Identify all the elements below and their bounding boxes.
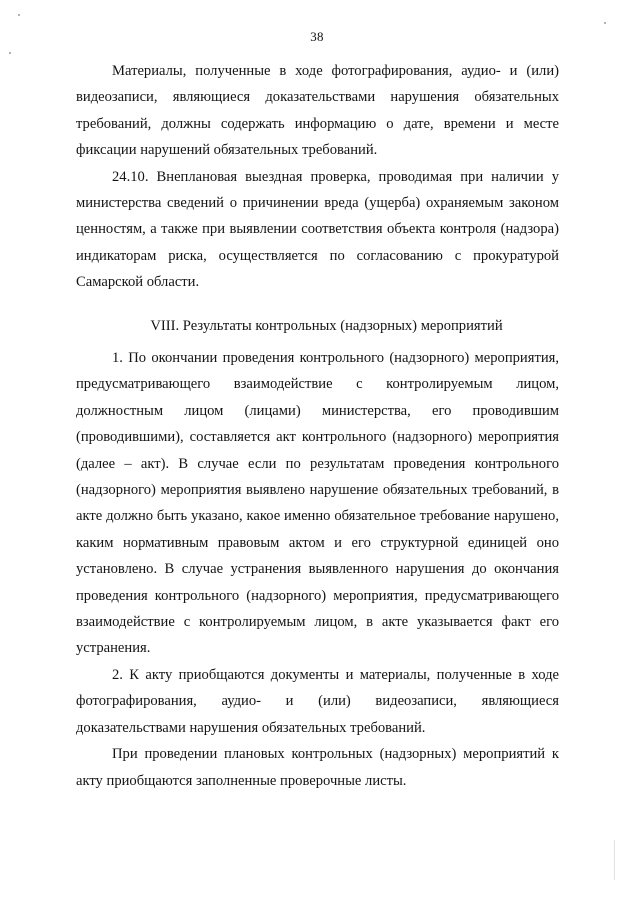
text-block-top: [76, 58, 559, 296]
text-block-bottom: [76, 345, 559, 794]
scan-speck: [9, 52, 11, 54]
paragraph-24-10: 24.10. Внеплановая выездная проверка, проводимая при наличии у министерства сведений о причинении вреда (ущерба) охраняемым законом ценностям, а также при выявлении соответствия объекта контроля (надзора) индикаторам риска, осуществляется по согласованию с прокуратурой Самарской области.: [76, 168, 559, 291]
scan-speck: [604, 22, 606, 24]
section-title: VIII. Результаты контрольных (надзорных) мероприятий: [150, 318, 503, 334]
paragraph-1: 1. По окончании проведения контрольного (надзорного) мероприятия, предусматривающего взаимодействие с контролируемым лицом, должностным лицом (лицами) министерства, его проводившим (проводившими), составляется акт контрольного (надзорного) мероприятия (далее – акт). В случае если по результатам проведения контрольного (надзорного) мероприятия выявлено нарушение обязательных требований, в акте должно быть указано, какое именно обязательное требование нарушено, каким нормативным правовым актом и его структурной единицей оно установлено. В случае устранения выявленного нарушения до окончания проведения контрольного (надзорного) мероприятия, предусматривающего взаимодействие с контролируемым лицом, в акте указывается факт его устранения.: [76, 350, 559, 657]
paragraph-photo-materials: Материалы, полученные в ходе фотографирования, аудио- и (или) видеозаписи, являющиеся доказательствами нарушения обязательных требований, должны содержать информацию о дате, времени и месте фиксации нарушений обязательных требований.: [76, 63, 559, 159]
scan-speck: [18, 14, 20, 16]
scan-edge-mark: [614, 840, 615, 880]
paragraph-2: 2. К акту приобщаются документы и материалы, полученные в ходе фотографирования, аудио- и (или) видеозаписи, являющиеся доказательствами нарушения обязательных требований.: [76, 666, 559, 736]
paragraph-checklists: При проведении плановых контрольных (надзорных) мероприятий к акту приобщаются заполненные проверочные листы.: [76, 746, 559, 789]
page-number: 38: [310, 29, 324, 44]
